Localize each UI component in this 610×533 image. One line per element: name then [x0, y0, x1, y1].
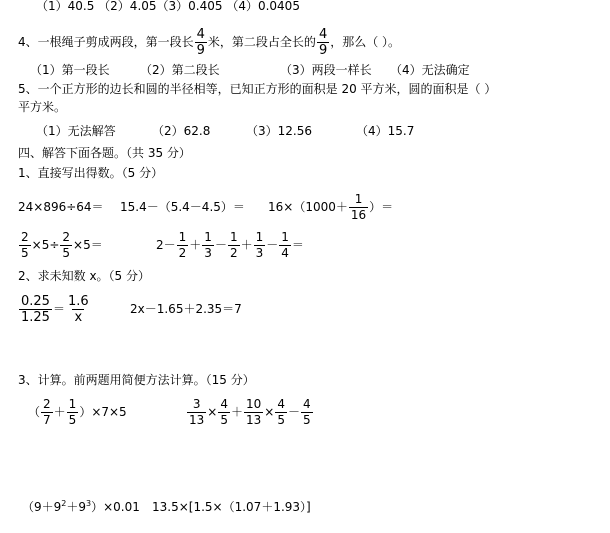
q5-options [36, 123, 414, 139]
operator: ＋ [240, 238, 253, 252]
calc-3 [22, 496, 152, 515]
operator: ＋ [230, 405, 243, 419]
calc-2-fraction-4 [275, 397, 287, 428]
numerator: 4 [196, 27, 205, 42]
expr-3-text: 16×（1000＋ [268, 200, 348, 214]
calc-1-fraction-1 [41, 397, 53, 428]
q4-option-1: （1）第一段长 [30, 63, 110, 77]
denominator: x [74, 310, 83, 325]
open-paren: （ [28, 405, 41, 419]
denominator: 9 [196, 43, 205, 58]
numerator: 4 [303, 397, 311, 411]
q4-option-4: （4）无法确定 [390, 63, 470, 77]
expr-3-fraction [349, 192, 368, 223]
denominator: 7 [43, 413, 51, 427]
part-2-row [18, 290, 242, 328]
exponent: 3 [86, 499, 92, 508]
expr-3-end: ）＝ [369, 200, 394, 214]
denominator: 5 [220, 413, 228, 427]
equals-sign: ＝ [52, 302, 65, 316]
equation-1-left-fraction [19, 294, 52, 325]
expr-5-start: 2－ [156, 238, 176, 252]
expr-5-end: ＝ [291, 238, 304, 252]
calc-2-fraction-2 [218, 397, 230, 428]
expr-1: 24×896÷64＝ [18, 200, 104, 214]
expr-4-op: ×5÷ [31, 238, 60, 252]
q5-option-4: （4）15.7 [356, 124, 415, 138]
denominator: 16 [350, 208, 367, 222]
calc-2-fraction-3 [244, 397, 263, 428]
operator: － [214, 238, 227, 252]
q5-option-3: （3）12.56 [246, 124, 312, 138]
expr-5-fraction-3 [228, 230, 240, 261]
q4-option-2: （2）第二段长 [140, 63, 220, 77]
denominator: 5 [303, 413, 311, 427]
numerator: 10 [246, 397, 262, 411]
numerator: 4 [220, 397, 228, 411]
part-3-row-2 [22, 496, 311, 515]
q5-option-2: （2）62.8 [152, 124, 211, 138]
q5-option-1: （1）无法解答 [36, 124, 116, 138]
denominator: 5 [277, 413, 285, 427]
q4-text-1: 4、一根绳子剪成两段，第一段长 [18, 35, 194, 49]
expr-2: 15.4－（5.4－4.5）＝ [120, 200, 245, 214]
exponent: 2 [61, 499, 67, 508]
calc-3-text: （9＋9 [22, 500, 62, 514]
part-1-row-1 [18, 188, 393, 226]
operator: － [287, 405, 300, 419]
q4-text-3: ，那么（ ）。 [330, 35, 401, 49]
denominator: 2 [178, 246, 187, 260]
part-2-title: 2、求未知数 x。（5 分） [18, 269, 151, 283]
part-1-row-2 [18, 226, 304, 264]
expr-5-fraction-4 [254, 230, 266, 261]
operator: × [264, 405, 275, 419]
denominator: 9 [318, 43, 328, 58]
denominator: 1.25 [21, 310, 50, 325]
expr-4-fraction-2 [60, 230, 72, 261]
calc-2-fraction-1 [187, 397, 206, 428]
denominator: 5 [62, 246, 71, 260]
denominator: 13 [246, 413, 262, 427]
operator: ＋ [189, 238, 202, 252]
expr-4-fraction-1 [19, 230, 31, 261]
numerator: 4 [318, 27, 328, 42]
expr-5-fraction-2 [202, 230, 214, 261]
numerator: 4 [277, 397, 285, 411]
denominator: 2 [229, 246, 238, 260]
denominator: 13 [189, 413, 205, 427]
numerator: 1 [281, 230, 289, 244]
numerator: 2 [43, 397, 51, 411]
calc-2-fraction-5 [301, 397, 313, 428]
numerator: 1 [229, 230, 238, 244]
numerator: 1 [68, 397, 77, 411]
calc-3-text: ）×0.01 [91, 500, 140, 514]
q5-line-2: 平方米。 [18, 100, 67, 114]
expr-5-fraction-1 [177, 230, 189, 261]
expr-5-fraction-5 [279, 230, 291, 261]
part-1-title: 1、直接写出得数。（5 分） [18, 166, 164, 180]
numerator: 1 [255, 230, 264, 244]
denominator: 3 [255, 246, 264, 260]
operator: － [266, 238, 279, 252]
operator: ＋ [53, 405, 66, 419]
equation-2: 2x－1.65＋2.35＝7 [130, 302, 242, 316]
part-3-title: 3、计算。前两题用简便方法计算。（15 分） [18, 373, 255, 387]
calc-1 [28, 392, 186, 432]
q4-options [30, 62, 470, 78]
expr-4-end: ×5＝ [73, 238, 103, 252]
numerator: 2 [21, 230, 29, 244]
numerator: 0.25 [21, 294, 50, 309]
equation-1 [18, 290, 130, 328]
numerator: 1 [204, 230, 212, 244]
q3-options: （1）40.5 （2）4.05（3）0.405 （4）0.0405 [36, 0, 300, 13]
expr-5 [156, 230, 304, 260]
q4-text-2: 米，第二段占全长的 [207, 35, 316, 49]
numerator: 1 [178, 230, 187, 244]
expr-3 [268, 192, 394, 222]
operator: × [207, 405, 218, 419]
calc-1-end: ）×7×5 [79, 405, 127, 419]
calc-4: 13.5×[1.5×（1.07＋1.93）] [152, 500, 311, 514]
expr-4 [18, 226, 156, 264]
numerator: 2 [62, 230, 71, 244]
calc-3-text: ＋9 [66, 500, 87, 514]
q4-option-3: （3）两段一样长 [280, 63, 372, 77]
numerator: 1 [354, 192, 363, 206]
denominator: 5 [68, 413, 77, 427]
question-4 [18, 22, 400, 62]
part-3-row-1 [28, 392, 314, 432]
q4-fraction-second-share [317, 27, 329, 58]
q5-line-1: 5、一个正方形的边长和圆的半径相等，已知正方形的面积是 20 平方米，圆的面积是（ ） [18, 82, 497, 96]
numerator: 1.6 [67, 294, 89, 309]
numerator: 3 [192, 397, 201, 411]
calc-1-fraction-2 [67, 397, 79, 428]
denominator: 5 [21, 246, 29, 260]
denominator: 4 [281, 246, 289, 260]
section-4-heading: 四、解答下面各题。（共 35 分） [18, 146, 191, 160]
equation-1-right-fraction [66, 294, 91, 325]
denominator: 3 [204, 246, 212, 260]
q4-fraction-first-length [195, 27, 207, 58]
calc-2 [186, 397, 314, 427]
